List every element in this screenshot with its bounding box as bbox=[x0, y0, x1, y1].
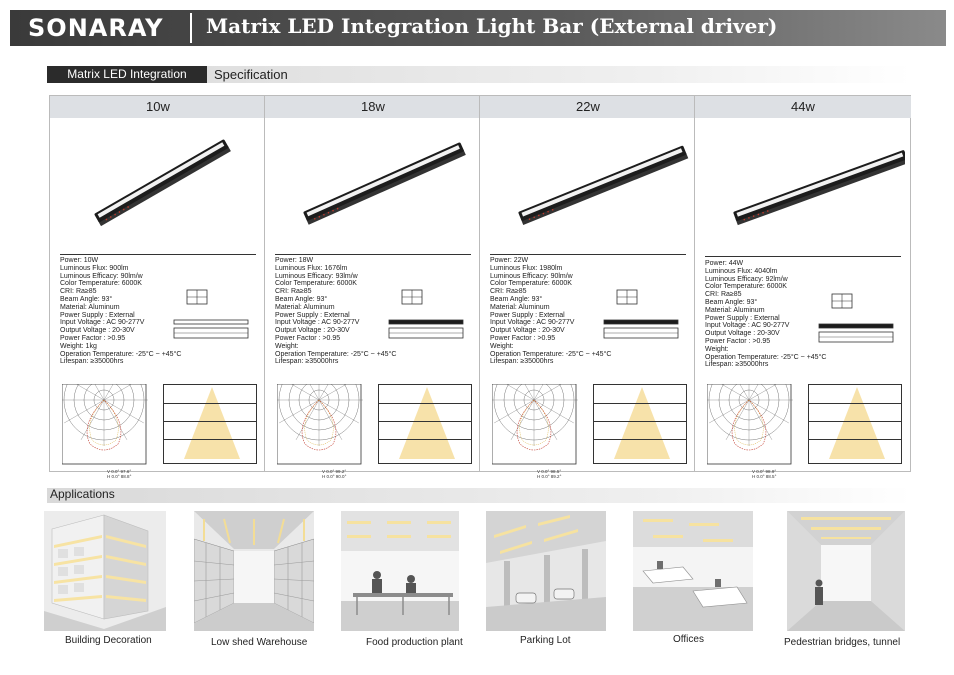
header-banner bbox=[10, 10, 946, 46]
polar-legend-h: H 0.0° 89.2° bbox=[537, 474, 562, 479]
polar-distribution-chart bbox=[707, 384, 793, 466]
beam-spread-chart bbox=[163, 384, 257, 464]
product-column-10w bbox=[50, 96, 265, 479]
app-image-tunnel bbox=[787, 511, 905, 631]
beam-row-line bbox=[809, 421, 901, 422]
spec-item: Power Supply : External bbox=[60, 311, 135, 319]
spec-item: Input Voltage : AC 90-277V bbox=[705, 322, 790, 330]
spec-item: Operation Temperature: -25°C ~ +45°C bbox=[705, 353, 827, 361]
product-image bbox=[80, 132, 260, 232]
beam-row-line bbox=[379, 439, 471, 440]
column-header: 22w bbox=[480, 96, 694, 118]
spec-item: Lifespan: ≥35000hrs bbox=[60, 358, 124, 366]
specs-divider bbox=[705, 256, 901, 257]
polar-legend-v: V 0.0° 97.6° bbox=[107, 469, 132, 474]
app-image-food-plant bbox=[341, 511, 459, 631]
beam-row-line bbox=[164, 439, 256, 440]
dimension-drawing bbox=[172, 288, 272, 348]
spec-item: Color Temperature: 6000K bbox=[490, 280, 572, 288]
beam-row-line bbox=[809, 439, 901, 440]
spec-item: Luminous Efficacy: 92lm/w bbox=[705, 275, 788, 283]
spec-item: Beam Angle: 93° bbox=[490, 295, 543, 303]
spec-item: Luminous Flux: 1676lm bbox=[275, 264, 348, 272]
app-caption-food-plant: Food production plant bbox=[366, 637, 463, 648]
app-image-offices bbox=[633, 511, 753, 631]
app-caption-parking: Parking Lot bbox=[520, 635, 571, 646]
app-caption-tunnel: Pedestrian bridges, tunnel bbox=[784, 637, 901, 648]
column-header: 18w bbox=[265, 96, 479, 118]
spec-item: Lifespan: ≥35000hrs bbox=[705, 361, 769, 369]
spec-item: Weight: bbox=[705, 345, 729, 353]
polar-legend-v: V 0.0° 98.5° bbox=[537, 469, 562, 474]
app-caption-warehouse: Low shed Warehouse bbox=[211, 637, 308, 648]
spec-item: Color Temperature: 6000K bbox=[705, 283, 787, 291]
app-image-building bbox=[44, 511, 166, 631]
spec-item: Input Voltage : AC 90-277V bbox=[60, 319, 145, 327]
beam-row-line bbox=[164, 421, 256, 422]
spec-item: Operation Temperature: -25°C ~ +45°C bbox=[60, 350, 182, 358]
specs-divider bbox=[60, 254, 256, 255]
spec-item: Power Factor : >0.95 bbox=[275, 334, 341, 342]
beam-row-line bbox=[379, 403, 471, 404]
polar-legend-h: H 0.0° 88.8° bbox=[107, 474, 132, 479]
spec-list bbox=[705, 260, 826, 369]
spec-item: Power Supply : External bbox=[705, 314, 780, 322]
column-header: 44w bbox=[695, 96, 911, 118]
spec-item: CRI: Ra≥85 bbox=[275, 288, 312, 296]
product-image bbox=[510, 132, 690, 232]
spec-list bbox=[275, 257, 396, 366]
app-image-warehouse bbox=[194, 511, 314, 631]
product-column-22w bbox=[480, 96, 695, 479]
spec-item: Beam Angle: 93° bbox=[705, 298, 758, 306]
spec-item: Power: 18W bbox=[275, 257, 314, 264]
beam-row-line bbox=[164, 403, 256, 404]
spec-item: Material: Aluminum bbox=[275, 303, 335, 311]
spec-item: Luminous Efficacy: 90lm/w bbox=[490, 272, 573, 280]
spec-item: CRI: Ra≥85 bbox=[705, 291, 742, 299]
beam-spread-chart bbox=[808, 384, 902, 464]
spec-item: Beam Angle: 93° bbox=[60, 295, 113, 303]
beam-row-line bbox=[594, 421, 686, 422]
spec-item: Power Factor : >0.95 bbox=[60, 334, 126, 342]
spec-item: CRI: Ra≥85 bbox=[490, 288, 527, 296]
spec-item: Power: 10W bbox=[60, 257, 99, 264]
applications-bar bbox=[47, 488, 911, 503]
spec-item: CRI: Ra≥85 bbox=[60, 288, 97, 296]
spec-item: Operation Temperature: -25°C ~ +45°C bbox=[490, 350, 612, 358]
beam-cone bbox=[399, 387, 455, 459]
app-caption-building: Building Decoration bbox=[65, 635, 152, 646]
dimension-drawing bbox=[602, 288, 702, 348]
beam-spread-chart bbox=[378, 384, 472, 464]
spec-item: Output Voltage : 20-30V bbox=[490, 327, 565, 335]
spec-item: Lifespan: ≥35000hrs bbox=[490, 358, 554, 366]
app-image-parking bbox=[486, 511, 606, 631]
beam-spread-chart bbox=[593, 384, 687, 464]
applications-label: Applications bbox=[50, 487, 115, 501]
spec-item: Luminous Efficacy: 93lm/w bbox=[275, 272, 358, 280]
polar-legend-v: V 0.0° 99.2° bbox=[322, 469, 347, 474]
polar-legend-v: V 0.0° 98.9° bbox=[752, 469, 777, 474]
spec-list bbox=[490, 257, 611, 366]
spec-item: Material: Aluminum bbox=[490, 303, 550, 311]
header-divider bbox=[190, 13, 192, 43]
specs-divider bbox=[275, 254, 471, 255]
column-header: 10w bbox=[50, 96, 264, 118]
spec-item: Material: Aluminum bbox=[60, 303, 120, 311]
spec-item: Input Voltage : AC 90-277V bbox=[275, 319, 360, 327]
spec-item: Power Supply : External bbox=[275, 311, 350, 319]
section-label: Specification bbox=[214, 67, 288, 82]
spec-item: Color Temperature: 6000K bbox=[60, 280, 142, 288]
spec-item: Luminous Efficacy: 90lm/w bbox=[60, 272, 143, 280]
spec-item: Power Factor : >0.95 bbox=[705, 337, 771, 345]
spec-item: Material: Aluminum bbox=[705, 306, 765, 314]
spec-item: Luminous Flux: 1980lm bbox=[490, 264, 563, 272]
product-column-44w bbox=[695, 96, 911, 479]
spec-item: Output Voltage : 20-30V bbox=[705, 330, 780, 338]
spec-item: Weight: bbox=[275, 342, 299, 350]
polar-distribution-chart bbox=[62, 384, 148, 466]
polar-legend-h: H 0.0° 88.5° bbox=[752, 474, 777, 479]
beam-row-line bbox=[379, 421, 471, 422]
spec-item: Luminous Flux: 4040lm bbox=[705, 267, 778, 275]
spec-item: Input Voltage : AC 90-277V bbox=[490, 319, 575, 327]
app-caption-offices: Offices bbox=[673, 634, 704, 645]
beam-cone bbox=[184, 387, 240, 459]
polar-legend-h: H 0.0° 90.0° bbox=[322, 474, 347, 479]
page-title: Matrix LED Integration Light Bar (External driver) bbox=[206, 14, 778, 38]
spec-item: Beam Angle: 93° bbox=[275, 295, 328, 303]
spec-item: Color Temperature: 6000K bbox=[275, 280, 357, 288]
spec-item: Weight: 1kg bbox=[60, 342, 97, 350]
spec-item: Luminous Flux: 900lm bbox=[60, 264, 129, 272]
beam-row-line bbox=[594, 403, 686, 404]
spec-item: Power: 22W bbox=[490, 257, 529, 264]
beam-cone bbox=[614, 387, 670, 459]
product-image bbox=[725, 132, 905, 232]
specs-divider bbox=[490, 254, 686, 255]
polar-distribution-chart bbox=[492, 384, 578, 466]
polar-distribution-chart bbox=[277, 384, 363, 466]
product-column-18w bbox=[265, 96, 480, 479]
spec-item: Power Supply : External bbox=[490, 311, 565, 319]
dimension-drawing bbox=[387, 288, 487, 348]
spec-item: Weight: bbox=[490, 342, 514, 350]
spec-item: Power: 44W bbox=[705, 260, 744, 267]
spec-table bbox=[49, 95, 911, 479]
spec-item: Power Factor : >0.95 bbox=[490, 334, 556, 342]
beam-cone bbox=[829, 387, 885, 459]
spec-list bbox=[60, 257, 181, 366]
beam-row-line bbox=[594, 439, 686, 440]
spec-item: Output Voltage : 20-30V bbox=[275, 327, 350, 335]
dimension-drawing bbox=[817, 292, 917, 352]
brand-logo: SONARAY bbox=[28, 14, 164, 42]
spec-item: Output Voltage : 20-30V bbox=[60, 327, 135, 335]
spec-item: Lifespan: ≥35000hrs bbox=[275, 358, 339, 366]
beam-row-line bbox=[809, 403, 901, 404]
section-tab: Matrix LED Integration bbox=[47, 66, 207, 83]
product-image bbox=[295, 132, 475, 232]
spec-item: Operation Temperature: -25°C ~ +45°C bbox=[275, 350, 397, 358]
